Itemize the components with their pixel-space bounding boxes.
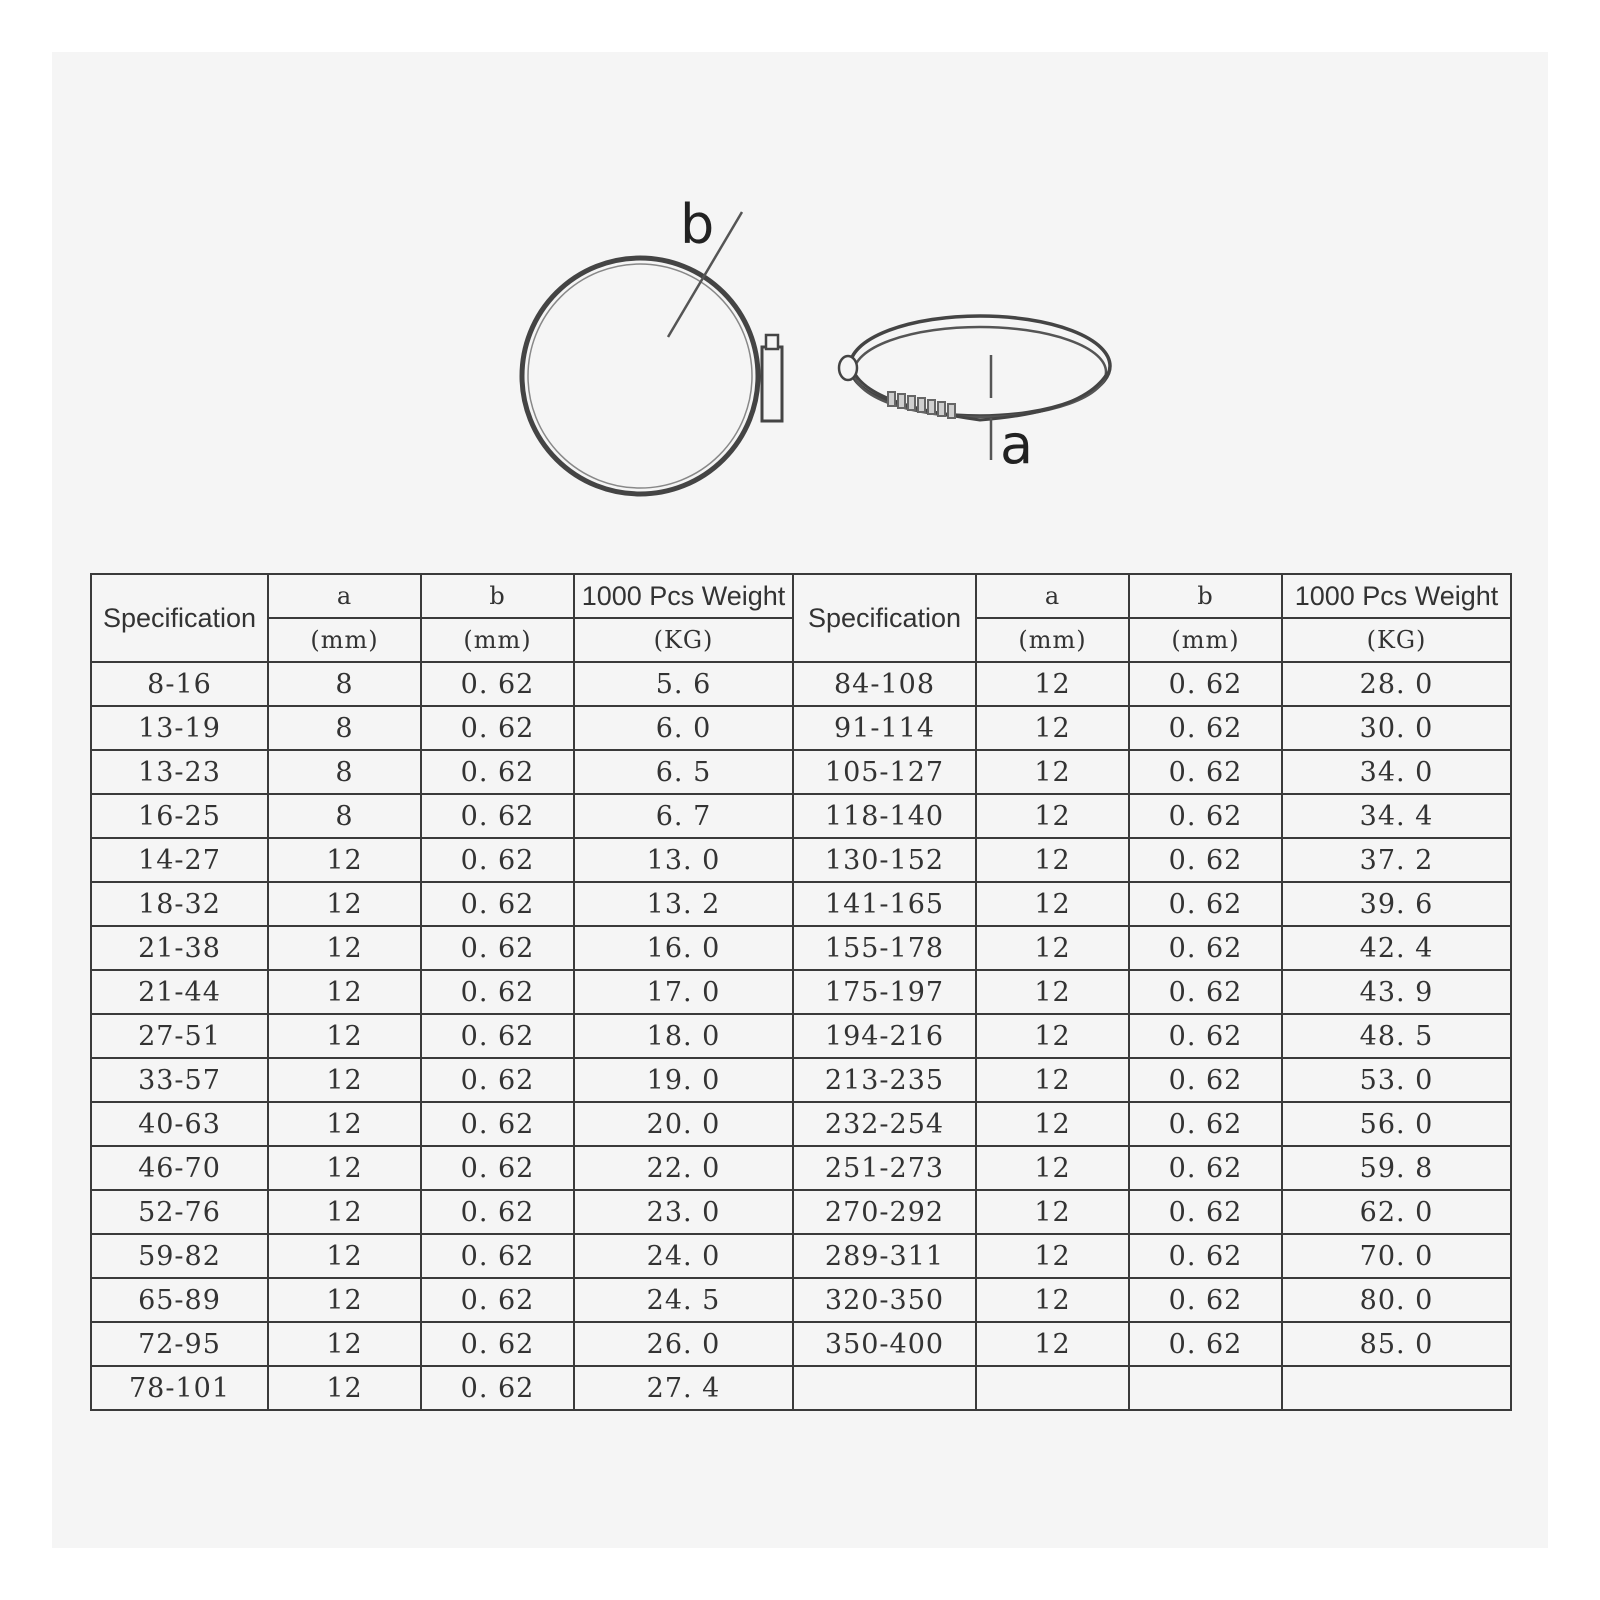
left-spec-cell: 78-101 (91, 1366, 268, 1410)
right-spec-cell: 118-140 (793, 794, 976, 838)
left-a-cell: 12 (268, 1146, 421, 1190)
header-b-right: b (1129, 574, 1282, 618)
left-spec-cell: 59-82 (91, 1234, 268, 1278)
header-weight-left: 1000 Pcs Weight (574, 574, 793, 618)
right-spec-cell: 141-165 (793, 882, 976, 926)
right-weight-cell: 43. 9 (1282, 970, 1511, 1014)
right-weight-cell: 28. 0 (1282, 662, 1511, 706)
left-a-cell: 12 (268, 1322, 421, 1366)
specification-table (90, 573, 1512, 1411)
left-weight-cell: 6. 5 (574, 750, 793, 794)
left-b-cell: 0. 62 (421, 1058, 574, 1102)
left-weight-cell: 22. 0 (574, 1146, 793, 1190)
left-spec-cell: 46-70 (91, 1146, 268, 1190)
header-specification-left: Specification (91, 574, 268, 662)
left-spec-cell: 13-23 (91, 750, 268, 794)
right-b-cell: 0. 62 (1129, 662, 1282, 706)
left-b-cell: 0. 62 (421, 882, 574, 926)
right-weight-cell (1282, 1366, 1511, 1410)
right-b-cell: 0. 62 (1129, 706, 1282, 750)
left-b-cell: 0. 62 (421, 970, 574, 1014)
left-a-cell: 12 (268, 838, 421, 882)
table-row (91, 1234, 1511, 1278)
right-a-cell: 12 (976, 1322, 1129, 1366)
left-spec-cell: 65-89 (91, 1278, 268, 1322)
left-b-cell: 0. 62 (421, 794, 574, 838)
left-a-cell: 8 (268, 750, 421, 794)
unit-b-right: (mm) (1129, 618, 1282, 662)
left-b-cell: 0. 62 (421, 1366, 574, 1410)
left-weight-cell: 24. 0 (574, 1234, 793, 1278)
left-a-cell: 8 (268, 794, 421, 838)
right-weight-cell: 34. 4 (1282, 794, 1511, 838)
right-weight-cell: 48. 5 (1282, 1014, 1511, 1058)
left-weight-cell: 17. 0 (574, 970, 793, 1014)
right-weight-cell: 39. 6 (1282, 882, 1511, 926)
left-spec-cell: 40-63 (91, 1102, 268, 1146)
hose-clamp-diagram (0, 0, 1600, 540)
right-spec-cell: 232-254 (793, 1102, 976, 1146)
left-b-cell: 0. 62 (421, 1278, 574, 1322)
right-b-cell: 0. 62 (1129, 1146, 1282, 1190)
table-row (91, 1102, 1511, 1146)
right-a-cell: 12 (976, 1146, 1129, 1190)
left-spec-cell: 13-19 (91, 706, 268, 750)
left-a-cell: 12 (268, 1058, 421, 1102)
unit-b-left: (mm) (421, 618, 574, 662)
left-weight-cell: 16. 0 (574, 926, 793, 970)
right-a-cell: 12 (976, 750, 1129, 794)
right-spec-cell: 270-292 (793, 1190, 976, 1234)
table-row (91, 662, 1511, 706)
specification-table-body (91, 662, 1511, 1410)
header-a-right: a (976, 574, 1129, 618)
right-weight-cell: 80. 0 (1282, 1278, 1511, 1322)
left-b-cell: 0. 62 (421, 1014, 574, 1058)
right-spec-cell (793, 1366, 976, 1410)
right-a-cell: 12 (976, 1014, 1129, 1058)
left-b-cell: 0. 62 (421, 706, 574, 750)
left-a-cell: 8 (268, 706, 421, 750)
right-spec-cell: 320-350 (793, 1278, 976, 1322)
right-a-cell: 12 (976, 882, 1129, 926)
right-spec-cell: 155-178 (793, 926, 976, 970)
hose-clamp-drawing (0, 0, 1600, 540)
right-a-cell (976, 1366, 1129, 1410)
right-spec-cell: 91-114 (793, 706, 976, 750)
right-weight-cell: 59. 8 (1282, 1146, 1511, 1190)
left-spec-cell: 21-38 (91, 926, 268, 970)
right-weight-cell: 62. 0 (1282, 1190, 1511, 1234)
right-b-cell: 0. 62 (1129, 1278, 1282, 1322)
right-a-cell: 12 (976, 1190, 1129, 1234)
right-spec-cell: 84-108 (793, 662, 976, 706)
right-b-cell: 0. 62 (1129, 794, 1282, 838)
table-row (91, 1366, 1511, 1410)
left-weight-cell: 19. 0 (574, 1058, 793, 1102)
left-weight-cell: 23. 0 (574, 1190, 793, 1234)
left-weight-cell: 13. 0 (574, 838, 793, 882)
left-b-cell: 0. 62 (421, 662, 574, 706)
left-weight-cell: 20. 0 (574, 1102, 793, 1146)
table-row (91, 926, 1511, 970)
left-a-cell: 8 (268, 662, 421, 706)
left-weight-cell: 13. 2 (574, 882, 793, 926)
table-row (91, 1146, 1511, 1190)
table-row (91, 970, 1511, 1014)
right-weight-cell: 42. 4 (1282, 926, 1511, 970)
left-b-cell: 0. 62 (421, 1146, 574, 1190)
left-a-cell: 12 (268, 1278, 421, 1322)
right-weight-cell: 34. 0 (1282, 750, 1511, 794)
left-spec-cell: 18-32 (91, 882, 268, 926)
right-a-cell: 12 (976, 1102, 1129, 1146)
right-a-cell: 12 (976, 838, 1129, 882)
left-spec-cell: 52-76 (91, 1190, 268, 1234)
header-specification-right: Specification (793, 574, 976, 662)
table-row (91, 1014, 1511, 1058)
left-a-cell: 12 (268, 1234, 421, 1278)
screw-end-side (839, 356, 857, 380)
unit-a-left: (mm) (268, 618, 421, 662)
left-spec-cell: 72-95 (91, 1322, 268, 1366)
right-b-cell: 0. 62 (1129, 882, 1282, 926)
left-b-cell: 0. 62 (421, 1190, 574, 1234)
unit-weight-right: (KG) (1282, 618, 1511, 662)
right-a-cell: 12 (976, 794, 1129, 838)
right-weight-cell: 53. 0 (1282, 1058, 1511, 1102)
right-b-cell: 0. 62 (1129, 1058, 1282, 1102)
right-spec-cell: 130-152 (793, 838, 976, 882)
header-a-left: a (268, 574, 421, 618)
left-a-cell: 12 (268, 970, 421, 1014)
left-b-cell: 0. 62 (421, 750, 574, 794)
right-b-cell: 0. 62 (1129, 970, 1282, 1014)
clamp-ring-front-view (522, 258, 758, 494)
header-weight-right: 1000 Pcs Weight (1282, 574, 1511, 618)
right-spec-cell: 175-197 (793, 970, 976, 1014)
right-spec-cell: 289-311 (793, 1234, 976, 1278)
left-weight-cell: 18. 0 (574, 1014, 793, 1058)
table-row (91, 1322, 1511, 1366)
left-a-cell: 12 (268, 1102, 421, 1146)
right-b-cell: 0. 62 (1129, 1014, 1282, 1058)
right-spec-cell: 350-400 (793, 1322, 976, 1366)
unit-a-right: (mm) (976, 618, 1129, 662)
left-b-cell: 0. 62 (421, 926, 574, 970)
screw-housing-front (762, 347, 782, 421)
right-a-cell: 12 (976, 706, 1129, 750)
dimension-a-label: a (1000, 413, 1034, 476)
table-row (91, 706, 1511, 750)
left-spec-cell: 8-16 (91, 662, 268, 706)
left-spec-cell: 27-51 (91, 1014, 268, 1058)
right-b-cell: 0. 62 (1129, 838, 1282, 882)
left-b-cell: 0. 62 (421, 1102, 574, 1146)
left-spec-cell: 21-44 (91, 970, 268, 1014)
right-b-cell: 0. 62 (1129, 1102, 1282, 1146)
left-a-cell: 12 (268, 882, 421, 926)
right-weight-cell: 85. 0 (1282, 1322, 1511, 1366)
table-row (91, 1278, 1511, 1322)
left-weight-cell: 6. 7 (574, 794, 793, 838)
table-row (91, 1058, 1511, 1102)
left-weight-cell: 27. 4 (574, 1366, 793, 1410)
left-spec-cell: 14-27 (91, 838, 268, 882)
right-b-cell: 0. 62 (1129, 750, 1282, 794)
left-weight-cell: 26. 0 (574, 1322, 793, 1366)
right-b-cell: 0. 62 (1129, 1322, 1282, 1366)
left-spec-cell: 33-57 (91, 1058, 268, 1102)
left-b-cell: 0. 62 (421, 838, 574, 882)
right-a-cell: 12 (976, 662, 1129, 706)
right-spec-cell: 213-235 (793, 1058, 976, 1102)
right-weight-cell: 30. 0 (1282, 706, 1511, 750)
left-weight-cell: 24. 5 (574, 1278, 793, 1322)
left-b-cell: 0. 62 (421, 1322, 574, 1366)
dimension-b-label: b (680, 193, 715, 256)
right-b-cell: 0. 62 (1129, 926, 1282, 970)
right-b-cell (1129, 1366, 1282, 1410)
left-weight-cell: 6. 0 (574, 706, 793, 750)
right-spec-cell: 251-273 (793, 1146, 976, 1190)
right-b-cell: 0. 62 (1129, 1190, 1282, 1234)
right-weight-cell: 37. 2 (1282, 838, 1511, 882)
right-spec-cell: 194-216 (793, 1014, 976, 1058)
right-b-cell: 0. 62 (1129, 1234, 1282, 1278)
table-row (91, 1190, 1511, 1234)
right-a-cell: 12 (976, 1234, 1129, 1278)
header-b-left: b (421, 574, 574, 618)
left-b-cell: 0. 62 (421, 1234, 574, 1278)
unit-weight-left: (KG) (574, 618, 793, 662)
header-row (91, 574, 1511, 618)
left-a-cell: 12 (268, 1190, 421, 1234)
left-a-cell: 12 (268, 1014, 421, 1058)
table-row (91, 750, 1511, 794)
right-a-cell: 12 (976, 1058, 1129, 1102)
right-a-cell: 12 (976, 1278, 1129, 1322)
right-a-cell: 12 (976, 970, 1129, 1014)
table-row (91, 794, 1511, 838)
right-weight-cell: 56. 0 (1282, 1102, 1511, 1146)
left-a-cell: 12 (268, 926, 421, 970)
left-spec-cell: 16-25 (91, 794, 268, 838)
table-row (91, 838, 1511, 882)
table-row (91, 882, 1511, 926)
left-a-cell: 12 (268, 1366, 421, 1410)
right-spec-cell: 105-127 (793, 750, 976, 794)
right-weight-cell: 70. 0 (1282, 1234, 1511, 1278)
left-weight-cell: 5. 6 (574, 662, 793, 706)
right-a-cell: 12 (976, 926, 1129, 970)
